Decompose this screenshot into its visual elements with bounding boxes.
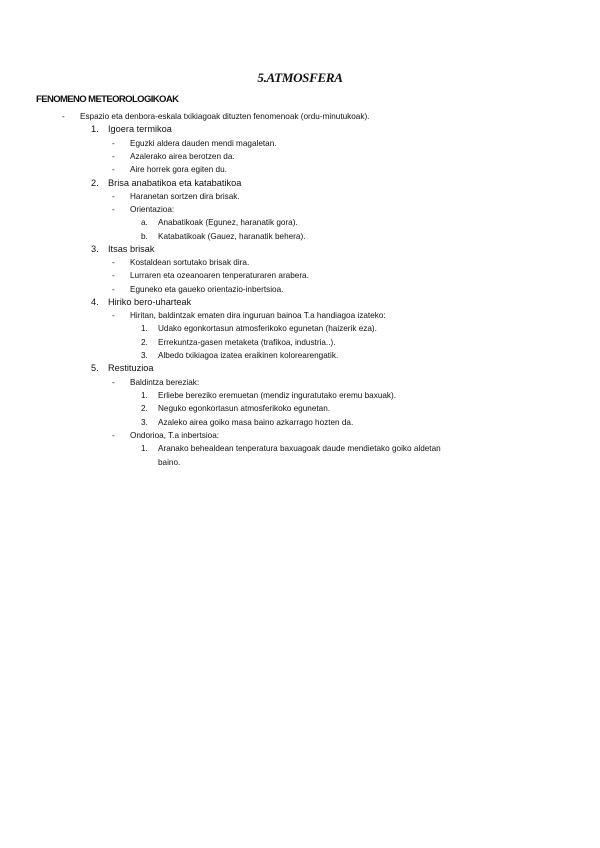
bullet-dash: - — [112, 152, 115, 161]
bullet-dash: - — [112, 192, 115, 201]
item-label: Itsas brisak — [108, 244, 155, 254]
page-title: 5.ATMOSFERA — [257, 70, 343, 85]
sub-marker: 3. — [141, 418, 148, 427]
list-item: Albedo txikiagoa izatea eraikinen kolorearengatik. — [158, 351, 339, 360]
item-number: 5. — [91, 363, 99, 373]
list-item-continuation: baino. — [158, 458, 181, 467]
list-item: Neguko egonkortasun atmosferikoko egunetan. — [158, 404, 331, 413]
section-title: FENOMENO METEOROLOGIKOAK — [36, 94, 179, 105]
list-item: Ondorioa, T.a inbertsioa: — [130, 431, 220, 440]
bullet-dash: - — [112, 271, 115, 280]
list-item: Baldintza bereziak: — [130, 378, 200, 387]
bullet-dash: - — [112, 258, 115, 267]
item-label: Brisa anabatikoa eta katabatikoa — [108, 178, 242, 188]
list-item: Eguzki aldera dauden mendi magaletan. — [130, 139, 277, 148]
list-item: Lurraren eta ozeanoaren tenperaturaren arabera. — [130, 271, 309, 280]
list-item: Kostaldean sortutako brisak dira. — [130, 258, 250, 267]
sub-marker: 2. — [141, 404, 148, 413]
sub-marker: 3. — [141, 351, 148, 360]
bullet-dash: - — [112, 378, 115, 387]
list-item: Hiritan, baldintzak ematen dira inguruan bainoa T.a handiagoa izateko: — [130, 311, 386, 320]
list-item: Udako egonkortasun atmosferikoko egunetan (haizerik eza). — [158, 324, 377, 333]
sub-marker: 2. — [141, 338, 148, 347]
bullet-dash: - — [62, 112, 65, 121]
item-label: Igoera termikoa — [108, 124, 172, 134]
sub-marker: 1. — [141, 444, 148, 453]
list-item: Eguneko eta gaueko orientazio-inbertsioa. — [130, 285, 284, 294]
list-item: Azaleko airea goiko masa baino azkarrago hozten da. — [158, 418, 354, 427]
sub-marker: 1. — [141, 391, 148, 400]
bullet-dash: - — [112, 431, 115, 440]
bullet-dash: - — [112, 139, 115, 148]
intro-text: Espazio eta denbora-eskala txikiagoak dituzten fenomenoak (ordu-minutukoak). — [80, 112, 370, 121]
bullet-dash: - — [112, 165, 115, 174]
sub-marker: b. — [141, 232, 148, 241]
bullet-dash: - — [112, 311, 115, 320]
item-label: Restituzioa — [108, 363, 154, 373]
list-item: Katabatikoak (Gauez, haranatik behera). — [158, 232, 306, 241]
list-item: Anabatikoak (Egunez, haranatik gora). — [158, 218, 298, 227]
sub-marker: 1. — [141, 324, 148, 333]
bullet-dash: - — [112, 285, 115, 294]
sub-marker: a. — [141, 218, 148, 227]
item-number: 4. — [91, 297, 99, 307]
list-item: Errekuntza-gasen metaketa (trafikoa, industria..). — [158, 338, 336, 347]
list-item: Orientazioa: — [130, 205, 175, 214]
list-item: Aranako behealdean tenperatura baxuagoak daude mendietako goiko aldetan — [158, 444, 441, 453]
list-item: Azalerako airea berotzen da. — [130, 152, 235, 161]
bullet-dash: - — [112, 205, 115, 214]
list-item: Haranetan sortzen dira brisak. — [130, 192, 240, 201]
item-label: Hiriko bero-uharteak — [108, 297, 192, 307]
item-number: 2. — [91, 178, 99, 188]
list-item: Aire horrek gora egiten du. — [130, 165, 227, 174]
item-number: 1. — [91, 124, 99, 134]
list-item: Erliebe bereziko eremuetan (mendiz inguratutako eremu baxuak). — [158, 391, 397, 400]
item-number: 3. — [91, 244, 99, 254]
